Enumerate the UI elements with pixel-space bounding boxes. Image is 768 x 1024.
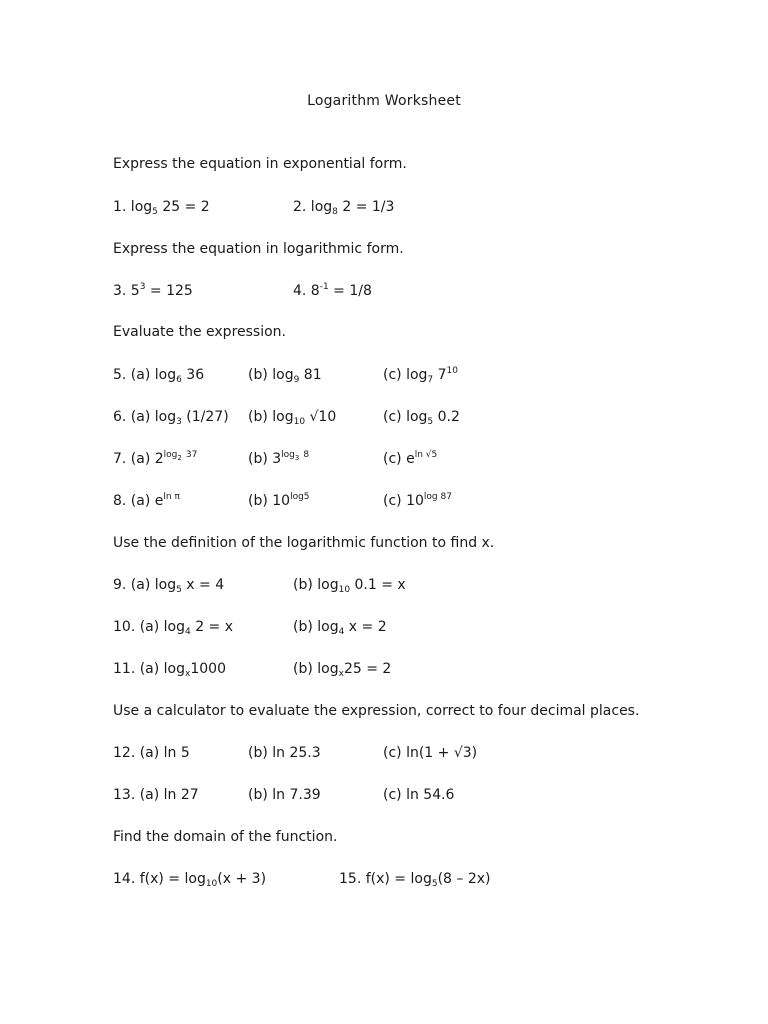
problem-5b: (b) $\log_9 81$	[248, 367, 322, 385]
problem-row-14-15	[113, 870, 673, 888]
problem-12b: (b) ln 25.3	[248, 745, 321, 761]
problem-6a: 6. (a) $\log_3 (1/27)$	[113, 409, 229, 427]
problem-1: 1. $\log_5 25 = 2$	[113, 199, 210, 217]
problem-15: 15. $f(x) = \log_5(8 - 2x)$	[339, 871, 491, 889]
problem-9a: 9. (a) $\log_5 x = 4$	[113, 577, 225, 595]
problem-6b: (b) $\log_{10} √10$	[248, 409, 337, 427]
problem-row-8	[113, 492, 673, 510]
problem-row-3-4	[113, 282, 673, 300]
problem-row-7	[113, 450, 673, 468]
section-heading-definition: Use the definition of the logarithmic function to find x.	[113, 535, 495, 551]
problem-8b: (b) $10^{log5}$	[248, 492, 310, 509]
problem-row-12	[113, 744, 673, 762]
problem-13a: 13. (a) ln 27	[113, 787, 199, 803]
problem-3: 3. $5^3 = 125$	[113, 282, 193, 299]
problem-11a: 11. (a) $\log_x1000$	[113, 661, 226, 679]
problem-13b: (b) ln 7.39	[248, 787, 321, 803]
problem-7b: (b) $3^{log_3 8}$	[248, 450, 310, 467]
problem-11b: (b) $\log_x25 = 2$	[293, 661, 392, 679]
section-heading-domain: Find the domain of the function.	[113, 829, 338, 845]
problem-9b: (b) $\log_{10} 0.1 = x$	[293, 577, 406, 595]
problem-row-10	[113, 618, 673, 636]
section-heading-calculator: Use a calculator to evaluate the expression, correct to four decimal places.	[113, 703, 640, 719]
problem-8a: 8. (a) $e^{ln \pi}$	[113, 492, 180, 509]
problem-6c: (c) $\log_5 0.2$	[383, 409, 460, 427]
problem-row-11	[113, 660, 673, 678]
problem-row-9	[113, 576, 673, 594]
problem-10a: 10. (a) $\log_4 2 = x$	[113, 619, 234, 637]
problem-13c: (c) ln 54.6	[383, 787, 455, 803]
problem-7a: 7. (a) $2^{log_2 37}$	[113, 450, 198, 467]
problem-7c: (c) $e^{ln √5}$	[383, 450, 438, 467]
problem-5c: (c) $\log_7 7^{10}$	[383, 366, 458, 385]
problem-12c: (c) ln(1 + √3)	[383, 745, 478, 761]
section-heading-evaluate: Evaluate the expression.	[113, 324, 286, 340]
problem-5a: 5. (a) $\log_6 36$	[113, 367, 205, 385]
section-heading-exponential-form: Express the equation in exponential form.	[113, 156, 407, 172]
problem-14: 14. $f(x) = \log_{10}(x + 3)$	[113, 871, 267, 889]
problem-2: 2. $\log_8 2 = 1/3$	[293, 199, 395, 217]
problem-8c: (c) $10^{log 87}$	[383, 492, 452, 509]
problem-row-1-2	[113, 198, 673, 216]
problem-12a: 12. (a) ln 5	[113, 745, 190, 761]
problem-row-13	[113, 786, 673, 804]
worksheet-title: Logarithm Worksheet	[307, 93, 461, 109]
problem-row-5	[113, 366, 673, 384]
problem-10b: (b) $\log_4 x = 2$	[293, 619, 387, 637]
problem-4: 4. $8^{-1} = 1/8$	[293, 282, 372, 299]
section-heading-logarithmic-form: Express the equation in logarithmic form.	[113, 241, 404, 257]
problem-row-6	[113, 408, 673, 426]
